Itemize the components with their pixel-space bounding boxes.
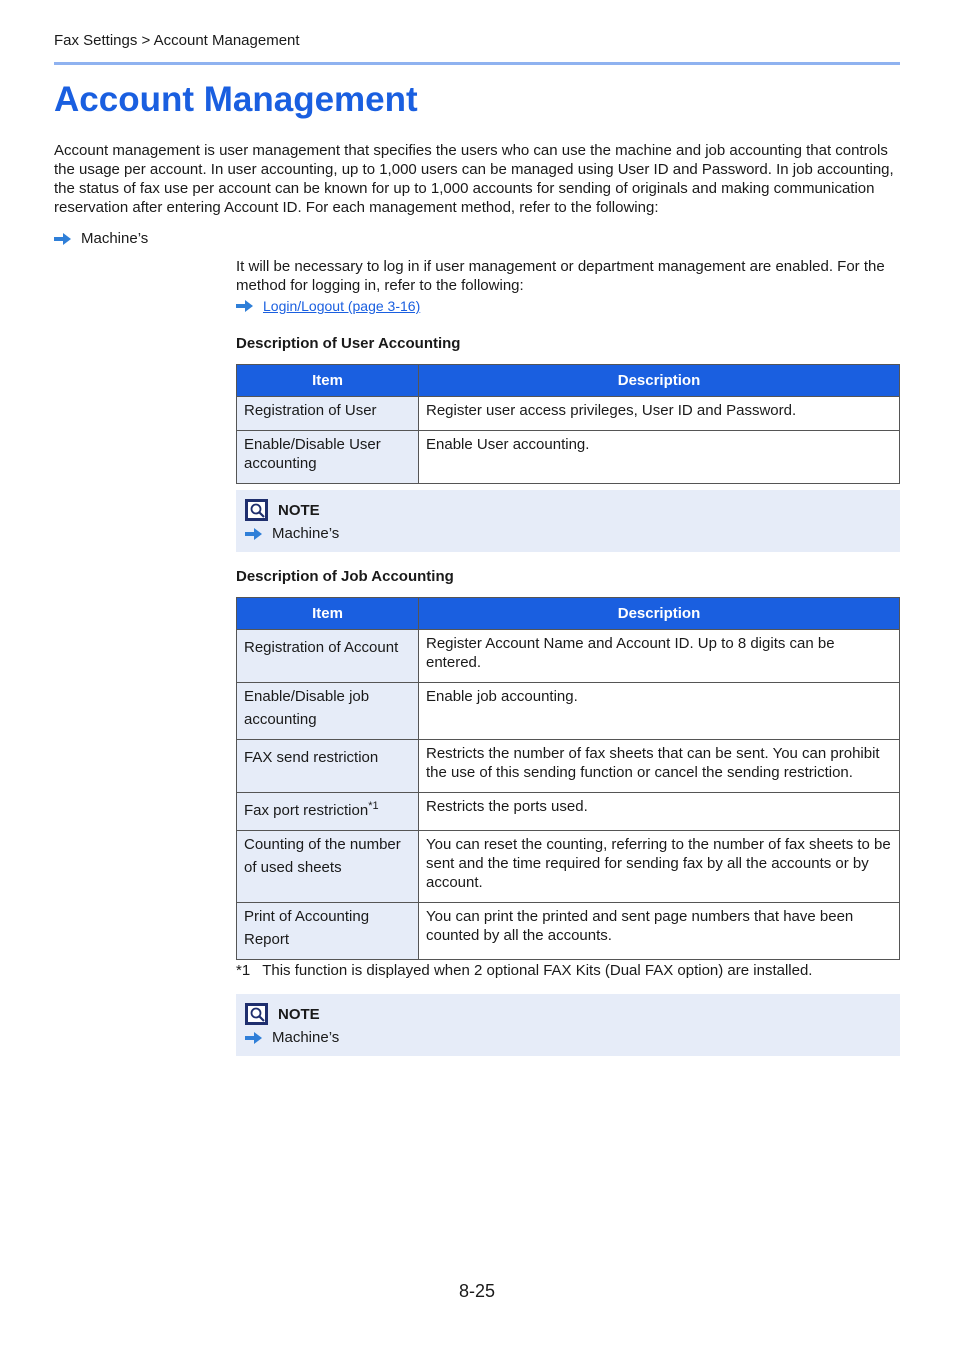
- row-description: You can reset the counting, referring to the number of fax sheets to be sent and the time required for sending fax by all the accounts or by account.: [419, 831, 900, 903]
- table-row: [237, 831, 900, 903]
- reference-machines: [54, 230, 148, 247]
- table-row: [237, 793, 900, 831]
- login-reference[interactable]: [236, 298, 420, 314]
- page-title: Account Management: [54, 80, 418, 119]
- row-item: Print of Accounting Report: [237, 903, 419, 960]
- row-description: Restricts the ports used.: [419, 793, 900, 831]
- note-header: [245, 1003, 320, 1025]
- note-label: NOTE: [278, 501, 320, 519]
- job-accounting-heading: Description of Job Accounting: [236, 568, 454, 585]
- table-row: [237, 740, 900, 793]
- table-row: [237, 431, 900, 484]
- footnote-text: This function is displayed when 2 optional FAX Kits (Dual FAX option) are installed.: [262, 962, 813, 979]
- login-logout-link[interactable]: Login/Logout (page 3-16): [263, 298, 421, 314]
- note-icon: [245, 1003, 268, 1025]
- footnote-mark: *1: [236, 962, 251, 979]
- column-header-item: Item: [237, 365, 419, 397]
- footnote-marker: *1: [368, 800, 379, 812]
- row-item: Fax port restriction$^{*1}$: [237, 793, 419, 831]
- table-row: [237, 630, 900, 683]
- job-accounting-table: [236, 597, 900, 960]
- login-paragraph: It will be necessary to log in if user management or department management are enabled. For the method for logging in, refer to the following:: [236, 258, 885, 294]
- table-row: [237, 903, 900, 960]
- note-reference: [245, 1029, 339, 1046]
- row-item: Enable/Disable User accounting: [237, 431, 419, 484]
- note-box: [236, 490, 900, 552]
- row-description: Enable job accounting.: [419, 683, 900, 740]
- breadcrumb: Fax Settings > Account Management: [54, 32, 300, 49]
- page-number: 8-25: [458, 1281, 496, 1301]
- column-header-item: Item: [237, 598, 419, 630]
- row-description: You can print the printed and sent page numbers that have been counted by all the accounts.: [419, 903, 900, 960]
- intro-paragraph: Account management is user management that specifies the users who can use the machine and job accounting that controls the usage per account. In user accounting, up to 1,000 users can be managed using User ID and Password. In job accounting, the status of fax use per account can be known for up to 1,000 accounts for sending of originals and making communication reservation after entering Account ID. For each management method, refer to the following:: [54, 142, 894, 216]
- arrow-right-icon: [54, 233, 71, 245]
- header-rule: [54, 62, 900, 65]
- column-header-description: Description: [419, 598, 900, 630]
- note-reference-label: Machine’s: [272, 525, 340, 542]
- note-box: [236, 994, 900, 1056]
- row-description: Enable User accounting.: [419, 431, 900, 484]
- note-icon: [245, 499, 268, 521]
- reference-label: Machine’s: [81, 230, 149, 247]
- row-item: Counting of the number of used sheets: [237, 831, 419, 903]
- arrow-right-icon: [236, 300, 253, 312]
- row-description: Restricts the number of fax sheets that can be sent. You can prohibit the use of this sending function or cancel the sending restriction.: [419, 740, 900, 793]
- row-item: Enable/Disable job accounting: [237, 683, 419, 740]
- user-accounting-table: [236, 364, 900, 484]
- column-header-description: Description: [419, 365, 900, 397]
- row-item: Registration of Account: [237, 630, 419, 683]
- arrow-right-icon: [245, 528, 262, 540]
- row-description: Register Account Name and Account ID. Up to 8 digits can be entered.: [419, 630, 900, 683]
- arrow-right-icon: [245, 1032, 262, 1044]
- footnote: [236, 962, 812, 979]
- user-accounting-heading: Description of User Accounting: [236, 335, 461, 352]
- table-row: [237, 683, 900, 740]
- note-reference: [245, 525, 339, 542]
- table-row: [237, 397, 900, 431]
- row-description: Register user access privileges, User ID and Password.: [419, 397, 900, 431]
- row-item: Registration of User: [237, 397, 419, 431]
- note-reference-label: Machine’s: [272, 1029, 340, 1046]
- note-header: [245, 499, 320, 521]
- note-label: NOTE: [278, 1005, 320, 1023]
- row-item: FAX send restriction: [237, 740, 419, 793]
